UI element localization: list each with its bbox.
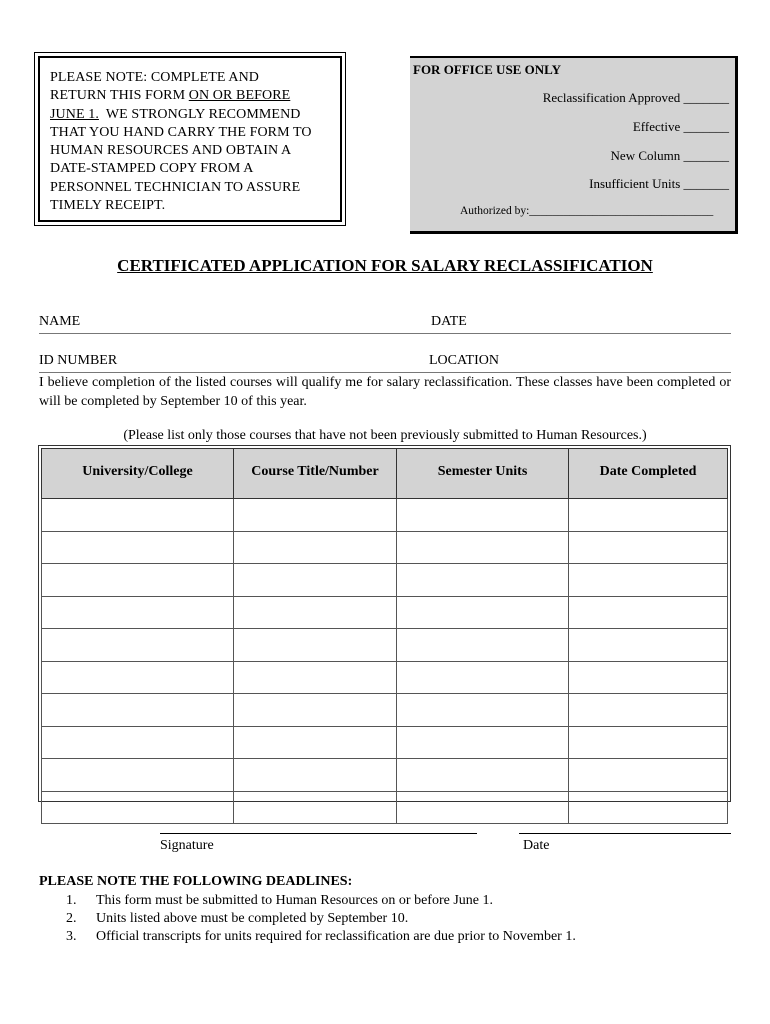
table-cell[interactable]: [42, 564, 234, 597]
table-cell[interactable]: [569, 759, 728, 792]
table-cell[interactable]: [42, 759, 234, 792]
table-cell[interactable]: [234, 564, 397, 597]
table-row: [42, 661, 728, 694]
course-table: [38, 445, 731, 802]
table-row: [42, 564, 728, 597]
effective-field[interactable]: Effective _______: [632, 119, 729, 134]
location-label: LOCATION: [429, 353, 499, 368]
table-cell[interactable]: [569, 791, 728, 824]
table-row: [42, 596, 728, 629]
column-header-date: Date Completed: [569, 449, 728, 499]
note-line: JUNE 1. WE STRONGLY RECOMMEND: [50, 106, 301, 122]
office-use-title: FOR OFFICE USE ONLY: [413, 62, 561, 77]
column-header-units: Semester Units: [397, 449, 569, 499]
name-date-line[interactable]: [39, 333, 731, 334]
signature-label: Signature: [160, 838, 214, 853]
table-header-row: [42, 449, 728, 499]
column-header-university: University/College: [42, 449, 234, 499]
note-line: DATE-STAMPED COPY FROM A: [50, 161, 254, 177]
table-cell[interactable]: [234, 726, 397, 759]
deadline-item: 3. Official transcripts for units required for reclassification are due prior to November 1.: [66, 929, 576, 944]
date-label: DATE: [431, 314, 467, 329]
table-cell[interactable]: [42, 661, 234, 694]
table-cell[interactable]: [569, 629, 728, 662]
note-line: RETURN THIS FORM ON OR BEFORE: [50, 88, 291, 104]
insufficient-units-field[interactable]: Insufficient Units _______: [589, 176, 729, 191]
form-title: CERTIFICATED APPLICATION FOR SALARY RECLASSIFICATION: [117, 256, 653, 275]
signature-date-line[interactable]: [519, 833, 731, 834]
table-cell[interactable]: [397, 629, 569, 662]
table-cell[interactable]: [569, 531, 728, 564]
table-cell[interactable]: [42, 596, 234, 629]
table-row: [42, 726, 728, 759]
table-cell[interactable]: [397, 531, 569, 564]
table-cell[interactable]: [569, 661, 728, 694]
table-cell[interactable]: [397, 791, 569, 824]
table-cell[interactable]: [42, 726, 234, 759]
deadlines-title: PLEASE NOTE THE FOLLOWING DEADLINES:: [39, 874, 353, 889]
table-cell[interactable]: [569, 499, 728, 532]
table-cell[interactable]: [397, 726, 569, 759]
table-cell[interactable]: [42, 629, 234, 662]
id-number-label: ID NUMBER: [39, 353, 118, 368]
table-cell[interactable]: [234, 694, 397, 727]
table-cell[interactable]: [234, 531, 397, 564]
belief-statement: I believe completion of the listed courses will qualify me for salary reclassification. These classes have been completed or will be completed by September 10 of this year.: [39, 375, 731, 409]
table-cell[interactable]: [234, 596, 397, 629]
table-cell[interactable]: [42, 499, 234, 532]
office-use-box: [410, 56, 738, 234]
table-row: [42, 791, 728, 824]
table-cell[interactable]: [397, 596, 569, 629]
table-cell[interactable]: [569, 596, 728, 629]
table-cell[interactable]: [234, 759, 397, 792]
table-cell[interactable]: [569, 726, 728, 759]
table-row: [42, 694, 728, 727]
signature-line[interactable]: [160, 833, 477, 834]
column-header-course: Course Title/Number: [234, 449, 397, 499]
note-box: [34, 52, 346, 226]
table-cell[interactable]: [234, 499, 397, 532]
note-line: PERSONNEL TECHNICIAN TO ASSURE: [50, 179, 301, 195]
table-cell[interactable]: [42, 694, 234, 727]
reclassification-approved-field[interactable]: Reclassification Approved _______: [542, 90, 729, 105]
note-line: PLEASE NOTE: COMPLETE AND: [50, 70, 259, 85]
table-cell[interactable]: [234, 791, 397, 824]
note-line: HUMAN RESOURCES AND OBTAIN A: [50, 143, 292, 159]
table-cell[interactable]: [569, 564, 728, 597]
table-cell[interactable]: [397, 759, 569, 792]
table-row: [42, 629, 728, 662]
table-cell[interactable]: [42, 531, 234, 564]
table-cell[interactable]: [234, 661, 397, 694]
table-row: [42, 499, 728, 532]
table-row: [42, 759, 728, 792]
authorized-by-field[interactable]: Authorized by:________________________________: [460, 205, 714, 217]
table-cell[interactable]: [397, 661, 569, 694]
table-cell[interactable]: [234, 629, 397, 662]
deadline-item: 2. Units listed above must be completed by September 10.: [66, 911, 409, 926]
table-cell[interactable]: [397, 694, 569, 727]
note-line: TIMELY RECEIPT.: [50, 198, 166, 214]
table-cell[interactable]: [569, 694, 728, 727]
table-cell[interactable]: [397, 564, 569, 597]
new-column-field[interactable]: New Column _______: [610, 148, 729, 163]
note-line: THAT YOU HAND CARRY THE FORM TO: [50, 124, 312, 140]
table-row: [42, 531, 728, 564]
note-text: [38, 56, 342, 222]
instruction-text: (Please list only those courses that have not been previously submitted to Human Resources.): [123, 428, 647, 443]
table-cell[interactable]: [42, 791, 234, 824]
name-label: NAME: [39, 314, 81, 329]
table-cell[interactable]: [397, 499, 569, 532]
deadline-item: 1. This form must be submitted to Human Resources on or before June 1.: [66, 893, 493, 908]
signature-date-label: Date: [523, 838, 550, 853]
